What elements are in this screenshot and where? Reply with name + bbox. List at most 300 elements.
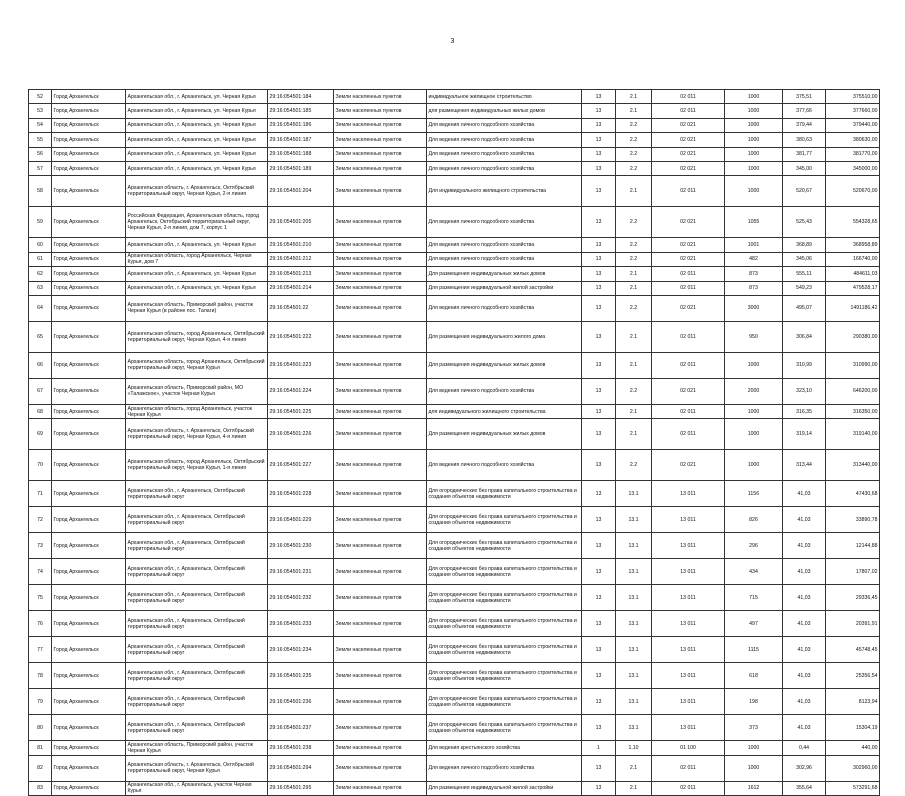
cadastral-number-cell: 29:16:054501:213 [268, 267, 334, 281]
table-row [29, 689, 880, 715]
cadastral-number-cell: 29:16:054501:22 [268, 295, 334, 321]
table-row [29, 281, 880, 295]
municipality-cell: Город Архангельск [52, 419, 126, 450]
municipality-cell: Город Архангельск [52, 207, 126, 238]
type-code-cell: 13.1 [616, 585, 652, 611]
row-number-cell: 76 [29, 611, 52, 637]
group-code-cell: 13 [582, 133, 616, 147]
land-category-cell: Земли населенных пунктов [334, 419, 427, 450]
specific-value-cell: 495,07 [783, 295, 826, 321]
permitted-use-cell: Для ведения личного подсобного хозяйства [427, 450, 582, 481]
table-row [29, 781, 880, 795]
area-cell: 1000 [725, 352, 783, 378]
row-number-cell: 60 [29, 238, 52, 252]
area-cell: 198 [725, 689, 783, 715]
row-number-cell: 69 [29, 419, 52, 450]
municipality-cell: Город Архангельск [52, 755, 126, 781]
cadastral-number-cell: 29:16:054501:205 [268, 207, 334, 238]
vri-code-cell: 02 011 [652, 281, 725, 295]
group-code-cell: 13 [582, 238, 616, 252]
address-cell: Архангельская обл., г. Архангельск, ул. Черная Курья [126, 267, 268, 281]
land-category-cell: Земли населенных пунктов [334, 295, 427, 321]
cadastral-number-cell: 29:16:054501:237 [268, 715, 334, 741]
table-row [29, 378, 880, 404]
row-number-cell: 77 [29, 637, 52, 663]
cadastral-value-cell: 484611,03 [826, 267, 880, 281]
type-code-cell: 2.2 [616, 252, 652, 266]
address-cell: Архангельская обл., г. Архангельск, Октябрьский территориальный округ [126, 559, 268, 585]
row-number-cell: 54 [29, 118, 52, 132]
address-cell: Архангельская обл., г. Архангельск, ул. Черная Курья [126, 147, 268, 161]
row-number-cell: 68 [29, 404, 52, 418]
permitted-use-cell: Для огороднических без права капитального строительства и создания объектов недвижимости [427, 533, 582, 559]
municipality-cell: Город Архангельск [52, 352, 126, 378]
vri-code-cell: 02 021 [652, 295, 725, 321]
permitted-use-cell: Для ведения личного подсобного хозяйства [427, 161, 582, 175]
row-number-cell: 82 [29, 755, 52, 781]
row-number-cell: 81 [29, 741, 52, 755]
group-code-cell: 13 [582, 663, 616, 689]
address-cell: Архангельская обл., г. Архангельск, Октябрьский территориальный округ [126, 533, 268, 559]
area-cell: 1000 [725, 147, 783, 161]
specific-value-cell: 319,14 [783, 419, 826, 450]
cadastral-value-cell: 15304,19 [826, 715, 880, 741]
area-cell: 1115 [725, 637, 783, 663]
cadastral-number-cell: 29:16:054501:187 [268, 133, 334, 147]
vri-code-cell: 02 011 [652, 267, 725, 281]
row-number-cell: 79 [29, 689, 52, 715]
cadastral-number-cell: 29:16:054501:184 [268, 90, 334, 104]
cadastral-number-cell: 29:16:054501:230 [268, 533, 334, 559]
type-code-cell: 13.1 [616, 507, 652, 533]
type-code-cell: 2.2 [616, 207, 652, 238]
specific-value-cell: 41,03 [783, 689, 826, 715]
table-body [29, 90, 880, 796]
cadastral-value-cell: 1491186,42 [826, 295, 880, 321]
row-number-cell: 63 [29, 281, 52, 295]
type-code-cell: 13.1 [616, 559, 652, 585]
vri-code-cell: 13 011 [652, 533, 725, 559]
type-code-cell: 2.2 [616, 450, 652, 481]
permitted-use-cell: Для огороднических без права капитального строительства и создания объектов недвижимости [427, 559, 582, 585]
permitted-use-cell: Для ведения личного подсобного хозяйства [427, 207, 582, 238]
table-row [29, 419, 880, 450]
municipality-cell: Город Архангельск [52, 378, 126, 404]
vri-code-cell: 02 011 [652, 755, 725, 781]
cadastral-number-cell: 29:16:054501:224 [268, 378, 334, 404]
municipality-cell: Город Архангельск [52, 689, 126, 715]
cadastral-value-cell: 381770,00 [826, 147, 880, 161]
type-code-cell: 2.1 [616, 781, 652, 795]
type-code-cell: 2.1 [616, 176, 652, 207]
specific-value-cell: 525,43 [783, 207, 826, 238]
area-cell: 1612 [725, 781, 783, 795]
area-cell: 497 [725, 611, 783, 637]
land-category-cell: Земли населенных пунктов [334, 238, 427, 252]
group-code-cell: 13 [582, 378, 616, 404]
row-number-cell: 71 [29, 481, 52, 507]
type-code-cell: 2.2 [616, 161, 652, 175]
area-cell: 1000 [725, 404, 783, 418]
cadastral-value-cell: 345000,00 [826, 161, 880, 175]
land-category-cell: Земли населенных пунктов [334, 481, 427, 507]
permitted-use-cell: Для ведения личного подсобного хозяйства [427, 378, 582, 404]
cadastral-value-cell: 45748,45 [826, 637, 880, 663]
row-number-cell: 74 [29, 559, 52, 585]
group-code-cell: 1 [582, 741, 616, 755]
cadastral-number-cell: 29:16:054501:233 [268, 611, 334, 637]
vri-code-cell: 02 011 [652, 352, 725, 378]
specific-value-cell: 379,44 [783, 118, 826, 132]
type-code-cell: 2.2 [616, 118, 652, 132]
permitted-use-cell: Для индивидуального жилищного строительства [427, 176, 582, 207]
address-cell: Архангельская обл., г. Архангельск, ул. Черная Курья [126, 161, 268, 175]
group-code-cell: 13 [582, 252, 616, 266]
row-number-cell: 67 [29, 378, 52, 404]
row-number-cell: 66 [29, 352, 52, 378]
group-code-cell: 13 [582, 755, 616, 781]
type-code-cell: 2.2 [616, 147, 652, 161]
vri-code-cell: 13 011 [652, 663, 725, 689]
group-code-cell: 13 [582, 90, 616, 104]
group-code-cell: 13 [582, 207, 616, 238]
table-row [29, 715, 880, 741]
group-code-cell: 13 [582, 161, 616, 175]
cadastral-number-cell: 29:16:054501:186 [268, 118, 334, 132]
table-row [29, 741, 880, 755]
table-row [29, 533, 880, 559]
address-cell: Российская Федерация, Архангельская область, город Архангельск, Октябрьский территориальный округ, Черная Курья, 2-я линия, дом 7, корпус 1 [126, 207, 268, 238]
type-code-cell: 2.2 [616, 238, 652, 252]
address-cell: Архангельская обл., г. Архангельск, ул. Черная Курья [126, 133, 268, 147]
permitted-use-cell: Для ведения личного подсобного хозяйства [427, 147, 582, 161]
land-category-cell: Земли населенных пунктов [334, 637, 427, 663]
vri-code-cell: 02 021 [652, 252, 725, 266]
cadastral-number-cell: 29:16:054501:185 [268, 104, 334, 118]
vri-code-cell: 13 011 [652, 611, 725, 637]
row-number-cell: 70 [29, 450, 52, 481]
address-cell: Архангельская область, город Архангельск, Октябрьский территориальный округ, Черная Курья [126, 352, 268, 378]
permitted-use-cell: Для огороднических без права капитального строительства и создания объектов недвижимости [427, 637, 582, 663]
vri-code-cell: 02 021 [652, 118, 725, 132]
land-category-cell: Земли населенных пунктов [334, 507, 427, 533]
specific-value-cell: 520,67 [783, 176, 826, 207]
table-row [29, 176, 880, 207]
cadastral-value-cell: 646200,00 [826, 378, 880, 404]
type-code-cell: 2.1 [616, 419, 652, 450]
row-number-cell: 80 [29, 715, 52, 741]
group-code-cell: 13 [582, 715, 616, 741]
cadastral-value-cell: 33890,78 [826, 507, 880, 533]
area-cell: 482 [725, 252, 783, 266]
table-row [29, 161, 880, 175]
cadastral-number-cell: 29:16:054501:294 [268, 755, 334, 781]
land-category-cell: Земли населенных пунктов [334, 663, 427, 689]
cadastral-value-cell: 379440,00 [826, 118, 880, 132]
land-category-cell: Земли населенных пунктов [334, 533, 427, 559]
row-number-cell: 72 [29, 507, 52, 533]
cadastral-number-cell: 29:16:054501:234 [268, 637, 334, 663]
table-row [29, 90, 880, 104]
type-code-cell: 2.1 [616, 352, 652, 378]
permitted-use-cell: Для ведения личного подсобного хозяйства [427, 118, 582, 132]
area-cell: 1000 [725, 419, 783, 450]
land-category-cell: Земли населенных пунктов [334, 450, 427, 481]
municipality-cell: Город Архангельск [52, 663, 126, 689]
address-cell: Архангельская область, г. Архангельск, Октябрьский территориальный округ, Черная Курья, 2-я линия [126, 176, 268, 207]
type-code-cell: 2.1 [616, 404, 652, 418]
row-number-cell: 53 [29, 104, 52, 118]
permitted-use-cell: Для огороднических без права капитального строительства и создания объектов недвижимости [427, 689, 582, 715]
municipality-cell: Город Архангельск [52, 90, 126, 104]
vri-code-cell: 01 100 [652, 741, 725, 755]
land-category-cell: Земли населенных пунктов [334, 267, 427, 281]
area-cell: 715 [725, 585, 783, 611]
cadastral-number-cell: 29:16:054501:227 [268, 450, 334, 481]
land-category-cell: Земли населенных пунктов [334, 585, 427, 611]
area-cell: 2000 [725, 378, 783, 404]
cadastral-value-cell: 375510,00 [826, 90, 880, 104]
row-number-cell: 73 [29, 533, 52, 559]
municipality-cell: Город Архангельск [52, 533, 126, 559]
cadastral-number-cell: 29:16:054501:226 [268, 419, 334, 450]
type-code-cell: 2.2 [616, 133, 652, 147]
cadastral-value-cell: 479528,17 [826, 281, 880, 295]
page-number: 3 [450, 38, 455, 45]
table-row [29, 611, 880, 637]
vri-code-cell: 13 011 [652, 559, 725, 585]
permitted-use-cell: Для ведения личного подсобного хозяйства [427, 755, 582, 781]
municipality-cell: Город Архангельск [52, 161, 126, 175]
specific-value-cell: 380,63 [783, 133, 826, 147]
group-code-cell: 13 [582, 352, 616, 378]
group-code-cell: 13 [582, 481, 616, 507]
type-code-cell: 2.1 [616, 755, 652, 781]
land-category-cell: Земли населенных пунктов [334, 207, 427, 238]
specific-value-cell: 41,03 [783, 481, 826, 507]
specific-value-cell: 313,44 [783, 450, 826, 481]
row-number-cell: 52 [29, 90, 52, 104]
land-category-cell: Земли населенных пунктов [334, 252, 427, 266]
municipality-cell: Город Архангельск [52, 715, 126, 741]
address-cell: Архангельская область, Приморский район, участок Черная Курья (в районе пос. Талаги) [126, 295, 268, 321]
area-cell: 3000 [725, 295, 783, 321]
type-code-cell: 2.1 [616, 267, 652, 281]
land-category-cell: Земли населенных пунктов [334, 781, 427, 795]
permitted-use-cell: Для размещения индивидуальных жилых домов [427, 419, 582, 450]
vri-code-cell: 13 011 [652, 481, 725, 507]
address-cell: Архангельская обл., г. Архангельск, Октябрьский территориальный округ [126, 689, 268, 715]
land-category-cell: Земли населенных пунктов [334, 755, 427, 781]
cadastral-value-cell: 377660,00 [826, 104, 880, 118]
table-row [29, 133, 880, 147]
cadastral-value-cell: 380630,00 [826, 133, 880, 147]
land-category-cell: Земли населенных пунктов [334, 378, 427, 404]
permitted-use-cell: для индивидуального жилищного строительства [427, 404, 582, 418]
cadastral-value-cell: 29336,45 [826, 585, 880, 611]
specific-value-cell: 41,03 [783, 559, 826, 585]
address-cell: Архангельская область, Приморский район, участок Черная Курья [126, 741, 268, 755]
specific-value-cell: 377,66 [783, 104, 826, 118]
cadastral-number-cell: 29:16:054501:232 [268, 585, 334, 611]
table-row [29, 585, 880, 611]
cadastral-value-cell: 520670,00 [826, 176, 880, 207]
address-cell: Архангельская обл., г. Архангельск, ул. Черная Курья [126, 90, 268, 104]
cadastral-number-cell: 29:16:054501:229 [268, 507, 334, 533]
row-number-cell: 56 [29, 147, 52, 161]
cadastral-value-cell: 20391,91 [826, 611, 880, 637]
land-category-cell: Земли населенных пунктов [334, 147, 427, 161]
specific-value-cell: 549,23 [783, 281, 826, 295]
vri-code-cell: 13 011 [652, 637, 725, 663]
area-cell: 1000 [725, 176, 783, 207]
type-code-cell: 13.1 [616, 481, 652, 507]
cadastral-number-cell: 29:16:054501:188 [268, 147, 334, 161]
address-cell: Архангельская область, г. Архангельск, Октябрьский территориальный округ, Черная Курья [126, 755, 268, 781]
municipality-cell: Город Архангельск [52, 295, 126, 321]
specific-value-cell: 345,00 [783, 161, 826, 175]
row-number-cell: 65 [29, 321, 52, 352]
permitted-use-cell: Для ведения личного подсобного хозяйства [427, 295, 582, 321]
area-cell: 873 [725, 281, 783, 295]
group-code-cell: 13 [582, 281, 616, 295]
cadastral-value-cell: 290380,00 [826, 321, 880, 352]
municipality-cell: Город Архангельск [52, 238, 126, 252]
row-number-cell: 75 [29, 585, 52, 611]
address-cell: Архангельская обл., г. Архангельск, ул. Черная Курья [126, 118, 268, 132]
cadastral-number-cell: 29:16:054501:223 [268, 352, 334, 378]
municipality-cell: Город Архангельск [52, 321, 126, 352]
cadastral-number-cell: 29:16:054501:238 [268, 741, 334, 755]
municipality-cell: Город Архангельск [52, 741, 126, 755]
address-cell: Архангельская обл., г. Архангельск, Октябрьский территориальный округ [126, 611, 268, 637]
table-row [29, 238, 880, 252]
vri-code-cell: 13 011 [652, 689, 725, 715]
area-cell: 1000 [725, 90, 783, 104]
vri-code-cell: 02 011 [652, 90, 725, 104]
municipality-cell: Город Архангельск [52, 176, 126, 207]
area-cell: 1000 [725, 118, 783, 132]
permitted-use-cell: Для ведения личного подсобного хозяйства [427, 133, 582, 147]
cadastral-value-cell: 310990,00 [826, 352, 880, 378]
group-code-cell: 13 [582, 507, 616, 533]
row-number-cell: 62 [29, 267, 52, 281]
row-number-cell: 64 [29, 295, 52, 321]
permitted-use-cell: Для огороднических без права капитального строительства и создания объектов недвижимости [427, 663, 582, 689]
municipality-cell: Город Архангельск [52, 450, 126, 481]
group-code-cell: 13 [582, 147, 616, 161]
cadastral-value-cell: 302960,00 [826, 755, 880, 781]
table-row [29, 118, 880, 132]
municipality-cell: Город Архангельск [52, 104, 126, 118]
area-cell: 296 [725, 533, 783, 559]
specific-value-cell: 41,03 [783, 637, 826, 663]
permitted-use-cell: Для огороднических без права капитального строительства и создания объектов недвижимости [427, 585, 582, 611]
table-row [29, 481, 880, 507]
cadastral-number-cell: 29:16:054501:189 [268, 161, 334, 175]
cadastral-value-cell: 17807,02 [826, 559, 880, 585]
area-cell: 1000 [725, 755, 783, 781]
cadastral-number-cell: 29:16:054501:236 [268, 689, 334, 715]
table-row [29, 104, 880, 118]
table-row [29, 352, 880, 378]
municipality-cell: Город Архангельск [52, 585, 126, 611]
address-cell: Архангельская обл., г. Архангельск, ул. Черная Курья [126, 104, 268, 118]
permitted-use-cell: для размещения индивидуальных жилых домов [427, 104, 582, 118]
area-cell: 950 [725, 321, 783, 352]
row-number-cell: 58 [29, 176, 52, 207]
cadastral-value-cell: 316350,00 [826, 404, 880, 418]
type-code-cell: 13.1 [616, 611, 652, 637]
land-category-cell: Земли населенных пунктов [334, 104, 427, 118]
vri-code-cell: 13 011 [652, 585, 725, 611]
land-category-cell: Земли населенных пунктов [334, 281, 427, 295]
land-category-cell: Земли населенных пунктов [334, 689, 427, 715]
cadastral-number-cell: 29:16:054501:228 [268, 481, 334, 507]
cadastral-number-cell: 29:16:054501:235 [268, 663, 334, 689]
municipality-cell: Город Архангельск [52, 611, 126, 637]
permitted-use-cell: Для размещения индивидуальной жилой застройки [427, 781, 582, 795]
specific-value-cell: 41,03 [783, 611, 826, 637]
cadastral-value-cell: 166740,00 [826, 252, 880, 266]
vri-code-cell: 02 021 [652, 450, 725, 481]
cadastral-value-cell: 368958,89 [826, 238, 880, 252]
cadastral-value-cell: 8123,94 [826, 689, 880, 715]
table-row [29, 507, 880, 533]
group-code-cell: 13 [582, 781, 616, 795]
specific-value-cell: 381,77 [783, 147, 826, 161]
type-code-cell: 2.1 [616, 104, 652, 118]
cadastral-number-cell: 29:16:054501:212 [268, 252, 334, 266]
vri-code-cell: 02 021 [652, 378, 725, 404]
specific-value-cell: 306,84 [783, 321, 826, 352]
row-number-cell: 61 [29, 252, 52, 266]
address-cell: Архангельская область, город Архангельск, Октябрьский территориальный округ, Черная Курья, 1-я линия [126, 450, 268, 481]
table-row [29, 637, 880, 663]
permitted-use-cell: Для размещения индивидуальной жилой застройки [427, 281, 582, 295]
cadastral-number-cell: 29:16:054501:222 [268, 321, 334, 352]
land-category-cell: Земли населенных пунктов [334, 118, 427, 132]
vri-code-cell: 02 021 [652, 238, 725, 252]
municipality-cell: Город Архангельск [52, 252, 126, 266]
address-cell: Архангельская обл., г. Архангельск, Октябрьский территориальный округ [126, 585, 268, 611]
group-code-cell: 13 [582, 611, 616, 637]
specific-value-cell: 316,35 [783, 404, 826, 418]
address-cell: Архангельская обл., г. Архангельск, Октябрьский территориальный округ [126, 507, 268, 533]
address-cell: Архангельская обл., г. Архангельск, Октябрьский территориальный округ [126, 715, 268, 741]
group-code-cell: 13 [582, 559, 616, 585]
row-number-cell: 78 [29, 663, 52, 689]
table-row [29, 147, 880, 161]
area-cell: 1000 [725, 161, 783, 175]
address-cell: Архангельская обл., г. Архангельск, участок Черная Курья [126, 781, 268, 795]
address-cell: Архангельская обл., г. Архангельск, Октябрьский территориальный округ [126, 663, 268, 689]
group-code-cell: 13 [582, 321, 616, 352]
type-code-cell: 2.1 [616, 281, 652, 295]
area-cell: 618 [725, 663, 783, 689]
permitted-use-cell: Для огороднических без права капитального строительства и создания объектов недвижимости [427, 507, 582, 533]
group-code-cell: 13 [582, 104, 616, 118]
cadastral-number-cell: 29:16:054501:225 [268, 404, 334, 418]
permitted-use-cell: индивидуальное жилищное строительство [427, 90, 582, 104]
group-code-cell: 13 [582, 689, 616, 715]
municipality-cell: Город Архангельск [52, 147, 126, 161]
vri-code-cell: 02 021 [652, 133, 725, 147]
vri-code-cell: 02 011 [652, 404, 725, 418]
permitted-use-cell: Для размещения индивидуального жилого дома [427, 321, 582, 352]
row-number-cell: 59 [29, 207, 52, 238]
vri-code-cell: 02 011 [652, 321, 725, 352]
